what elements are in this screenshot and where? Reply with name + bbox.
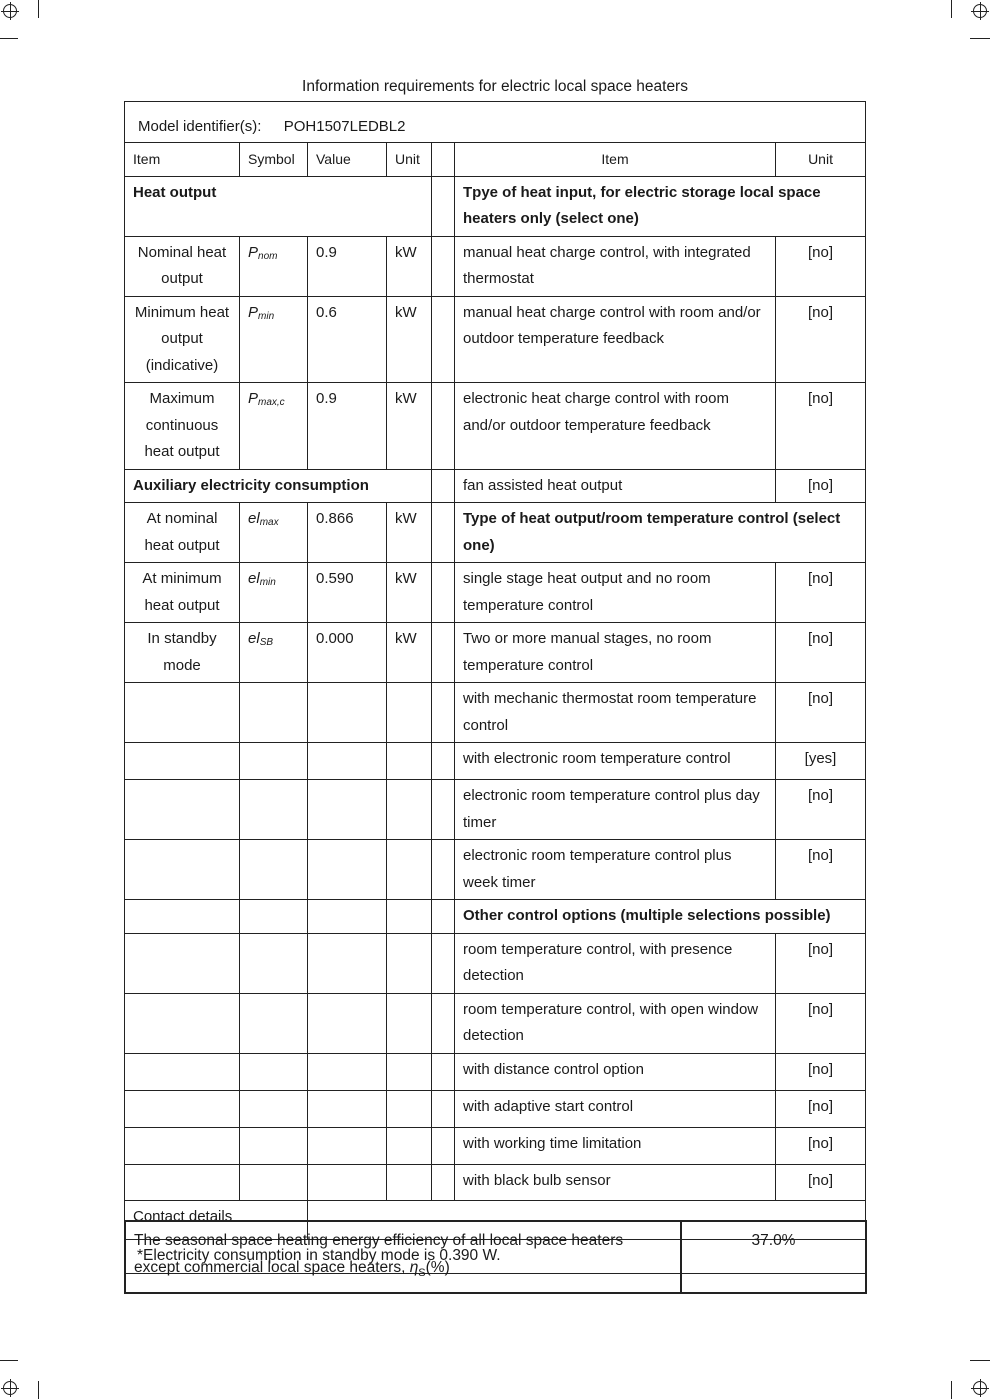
crop-mark: [951, 0, 952, 18]
table-row: [125, 743, 866, 780]
symbol: $el_{min}$: [240, 563, 308, 623]
option-label: with adaptive start control: [455, 1090, 776, 1127]
registration-mark-top-right: [973, 4, 987, 18]
option-label: fan assisted heat output: [455, 469, 776, 503]
option-value: [no]: [776, 236, 866, 296]
crop-mark: [970, 38, 990, 39]
symbol: $P_{min}$: [240, 296, 308, 383]
option-value: [no]: [776, 383, 866, 470]
item-label: At minimum heat output: [125, 563, 240, 623]
option-label: room temperature control, with open window detection: [455, 993, 776, 1053]
header-unit: Unit: [387, 143, 432, 177]
option-value: [no]: [776, 1090, 866, 1127]
header-symbol: Symbol: [240, 143, 308, 177]
value: 0.6: [308, 296, 387, 383]
value: 0.866: [308, 503, 387, 563]
option-value: [no]: [776, 296, 866, 383]
header-row: [125, 143, 866, 177]
table-row: [125, 993, 866, 1053]
option-label: with distance control option: [455, 1053, 776, 1090]
table-row: [125, 469, 866, 503]
option-value: [no]: [776, 683, 866, 743]
model-identifier: POH1507LEDBL2: [283, 118, 406, 135]
table-row: [125, 683, 866, 743]
header-value: Value: [308, 143, 387, 177]
option-label: room temperature control, with presence detection: [455, 933, 776, 993]
information-table: [124, 101, 866, 1274]
crop-mark: [951, 1381, 952, 1399]
table-row: [125, 1164, 866, 1200]
contact-label: Contact details: [125, 1200, 308, 1239]
table-row: [125, 780, 866, 840]
option-value: [no]: [776, 1053, 866, 1090]
option-label: electronic room temperature control plus day timer: [455, 780, 776, 840]
table-row: [125, 383, 866, 470]
table-row: [125, 840, 866, 900]
crop-mark: [0, 1360, 18, 1361]
table-row: [125, 1053, 866, 1090]
registration-mark-top-left: [3, 4, 17, 18]
crop-mark: [970, 1360, 990, 1361]
unit: kW: [387, 563, 432, 623]
table-row: [125, 900, 866, 934]
option-value: [no]: [776, 780, 866, 840]
item-label: At nominal heat output: [125, 503, 240, 563]
value: 0.9: [308, 236, 387, 296]
value: 0.9: [308, 383, 387, 470]
table-row: [125, 236, 866, 296]
option-label: electronic heat charge control with room and/or outdoor temperature feedback: [455, 383, 776, 470]
unit: kW: [387, 296, 432, 383]
table-row: [125, 563, 866, 623]
crop-mark: [38, 1381, 39, 1399]
header-item-right: Item: [455, 143, 776, 177]
standby-note: *Electricity consumption in standby mode is 0.390 W.: [125, 1239, 866, 1274]
efficiency-value: 37.0%: [681, 1221, 866, 1293]
option-value: [no]: [776, 993, 866, 1053]
item-label: Minimum heat output (indicative): [125, 296, 240, 383]
table-row: [125, 623, 866, 683]
section-heat-output: Heat output: [125, 176, 432, 236]
crop-mark: [0, 38, 18, 39]
option-value: [no]: [776, 469, 866, 503]
efficiency-row: [125, 1221, 866, 1293]
option-label: with working time limitation: [455, 1127, 776, 1164]
table-row: [125, 1090, 866, 1127]
unit: kW: [387, 503, 432, 563]
option-label: manual heat charge control, with integrated thermostat: [455, 236, 776, 296]
header-item: Item: [125, 143, 240, 177]
option-value: [no]: [776, 1127, 866, 1164]
value: 0.000: [308, 623, 387, 683]
item-label: Nominal heat output: [125, 236, 240, 296]
option-label: with mechanic thermostat room temperature control: [455, 683, 776, 743]
document-title: Information requirements for electric local space heaters: [302, 78, 688, 95]
section-heat-input: Tpye of heat input, for electric storage local space heaters only (select one): [455, 176, 866, 236]
unit: kW: [387, 623, 432, 683]
option-value: [yes]: [776, 743, 866, 780]
section-room-control: Type of heat output/room temperature control (select one): [455, 503, 866, 563]
option-value: [no]: [776, 840, 866, 900]
efficiency-table: [124, 1220, 867, 1294]
efficiency-label: The seasonal space heating energy efficiency of all local space heaters except commercial local space heaters, $\eta_S(\%)$: [125, 1221, 681, 1293]
option-label: manual heat charge control with room and/or outdoor temperature feedback: [455, 296, 776, 383]
value: 0.590: [308, 563, 387, 623]
option-label: with electronic room temperature control: [455, 743, 776, 780]
model-label: Model identifier(s):: [138, 118, 262, 135]
item-label: In standby mode: [125, 623, 240, 683]
item-label: Maximum continuous heat output: [125, 383, 240, 470]
symbol: $el_{SB}$: [240, 623, 308, 683]
section-auxiliary: Auxiliary electricity consumption: [125, 469, 432, 503]
unit: kW: [387, 236, 432, 296]
option-value: [no]: [776, 623, 866, 683]
option-label: Two or more manual stages, no room temperature control: [455, 623, 776, 683]
crop-mark: [38, 0, 39, 18]
eta-symbol: η: [409, 1259, 419, 1276]
table-row: [125, 296, 866, 383]
registration-mark-bottom-right: [973, 1381, 987, 1395]
table-row: [125, 1127, 866, 1164]
section-other-control: Other control options (multiple selections possible): [455, 900, 866, 934]
option-label: with black bulb sensor: [455, 1164, 776, 1200]
option-label: single stage heat output and no room temperature control: [455, 563, 776, 623]
table-row: [125, 503, 866, 563]
option-label: electronic room temperature control plus week timer: [455, 840, 776, 900]
symbol: $P_{nom}$: [240, 236, 308, 296]
table-row: [125, 176, 866, 236]
option-value: [no]: [776, 1164, 866, 1200]
option-value: [no]: [776, 563, 866, 623]
model-row: [125, 102, 866, 143]
option-value: [no]: [776, 933, 866, 993]
registration-mark-bottom-left: [3, 1381, 17, 1395]
symbol: $el_{max}$: [240, 503, 308, 563]
unit: kW: [387, 383, 432, 470]
symbol: $P_{max,c}$: [240, 383, 308, 470]
table-row: [125, 933, 866, 993]
header-unit-right: Unit: [776, 143, 866, 177]
